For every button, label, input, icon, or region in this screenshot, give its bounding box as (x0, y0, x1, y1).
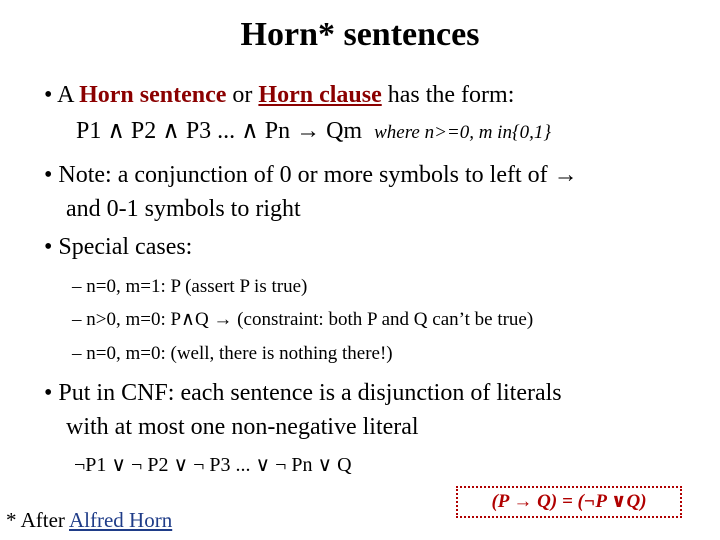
bullet-dot: • (44, 234, 59, 260)
horn-formula-condition: where n>=0, m in{0,1} (374, 122, 551, 143)
footnote (6, 508, 172, 533)
cnf-formula: ¬P1 ∨ ¬ P2 ∨ ¬ P3 ... ∨ ¬ Pn ∨ Q (74, 454, 352, 476)
bullet-special-cases (44, 230, 192, 264)
bullet-dot: • (44, 380, 59, 406)
bullet-text-post: has the form: (381, 82, 515, 108)
special-cases-label: Special cases: (58, 234, 193, 260)
sub-bullet-case-1: – n=0, m=1: P (assert P is true) (72, 276, 308, 297)
bullet-horn-definition (44, 78, 514, 112)
horn-sentence-term: Horn sentence (79, 82, 227, 108)
horn-formula-line (76, 114, 551, 150)
horn-formula: P1 ∧ P2 ∧ P3 ... ∧ Pn → Qm (76, 118, 363, 144)
note-line-2: and 0-1 symbols to right (66, 196, 301, 222)
bullet-dot: • (44, 82, 58, 108)
note-line-1: Note: a conjunction of 0 or more symbols to left of → (58, 162, 578, 188)
bullet-text-or: or (226, 82, 259, 108)
equivalence-box: (P → Q) = (¬P ∨Q) (456, 486, 682, 518)
alfred-horn-link[interactable]: Alfred Horn (69, 508, 173, 532)
bullet-text-pre: A (57, 82, 80, 108)
cnf-line-1: Put in CNF: each sentence is a disjunction of literals (58, 380, 562, 406)
bullet-cnf (44, 376, 562, 410)
bullet-dot: • (44, 162, 59, 188)
footnote-text: * After (6, 508, 69, 532)
page-title: Horn* sentences (240, 16, 480, 53)
sub-bullet-case-2: – n>0, m=0: P∧Q → (constraint: both P and Q can’t be true) (72, 309, 534, 330)
cnf-line-2: with at most one non-negative literal (66, 414, 419, 440)
horn-clause-term: Horn clause (258, 82, 382, 108)
sub-bullet-case-3: – n=0, m=0: (well, there is nothing there!) (72, 343, 393, 364)
bullet-note (44, 158, 578, 192)
